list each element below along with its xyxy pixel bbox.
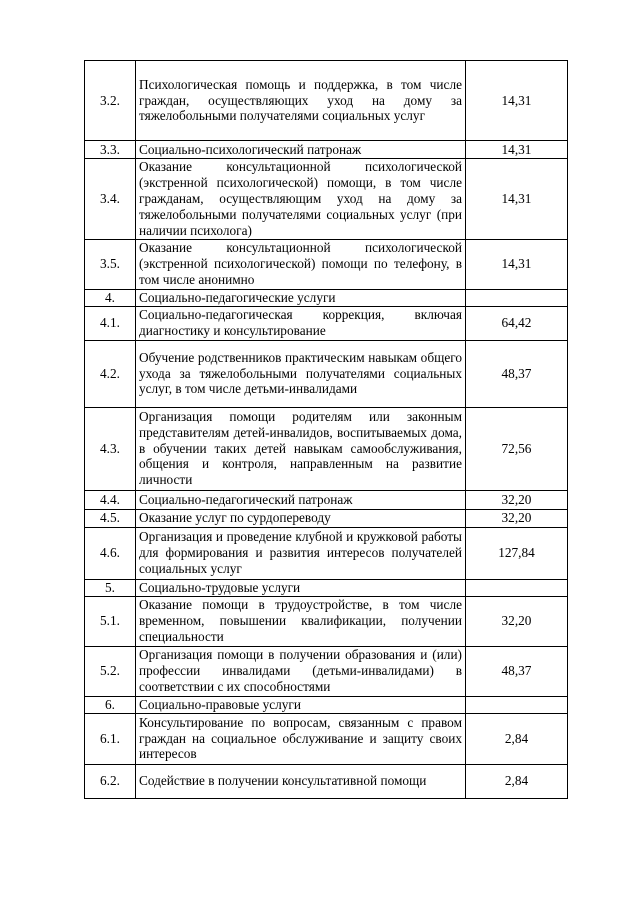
- row-number-cell: 4.5.: [85, 509, 136, 527]
- services-table-body: [85, 61, 568, 799]
- service-name-cell: Консультирование по вопросам, связанным с правом граждан на социальное обслуживание и защиту своих интересов: [136, 713, 466, 764]
- service-name-cell: Психологическая помощь и поддержка, в том числе граждан, осуществляющих уход на дому за тяжелобольными получателями социальных услуг: [136, 61, 466, 141]
- row-number-cell: 4.: [85, 289, 136, 306]
- service-name-cell: Оказание помощи в трудоустройстве, в том числе временном, повышении квалификации, получении специальности: [136, 596, 466, 646]
- service-price-cell: 32,20: [466, 490, 568, 509]
- service-name-cell: Организация помощи родителям или законным представителям детей-инвалидов, воспитываемых дома, в обучении таких детей навыкам самообслуживания, общения и контроля, направленным на развитие личности: [136, 407, 466, 490]
- table-row: [85, 239, 568, 289]
- table-row: [85, 407, 568, 490]
- row-number-cell: 6.2.: [85, 764, 136, 798]
- service-price-cell: 127,84: [466, 527, 568, 579]
- row-number-cell: 6.1.: [85, 713, 136, 764]
- service-name-cell: Социально-правовые услуги: [136, 696, 466, 713]
- row-number-cell: 4.3.: [85, 407, 136, 490]
- service-name-cell: Социально-педагогические услуги: [136, 289, 466, 306]
- service-name-cell: Социально-психологический патронаж: [136, 141, 466, 159]
- service-price-cell: 48,37: [466, 340, 568, 407]
- table-row: [85, 509, 568, 527]
- row-number-cell: 4.6.: [85, 527, 136, 579]
- service-name-cell: Организация помощи в получении образования и (или) профессии инвалидами (детьми-инвалидами) в соответствии с их способностями: [136, 646, 466, 696]
- table-row: [85, 61, 568, 141]
- row-number-cell: 6.: [85, 696, 136, 713]
- service-price-cell: [466, 289, 568, 306]
- table-row: [85, 764, 568, 798]
- service-name-cell: Оказание консультационной психологической (экстренной психологической) помощи, в том числе гражданам, осуществляющим уход на дому за тяжелобольными получателями социальных услуг (при наличии психолога): [136, 159, 466, 240]
- row-number-cell: 4.1.: [85, 306, 136, 340]
- table-row: [85, 713, 568, 764]
- service-price-cell: 14,31: [466, 239, 568, 289]
- service-name-cell: Социально-педагогический патронаж: [136, 490, 466, 509]
- service-price-cell: [466, 696, 568, 713]
- services-table: [84, 60, 568, 799]
- row-number-cell: 3.3.: [85, 141, 136, 159]
- row-number-cell: 3.5.: [85, 239, 136, 289]
- row-number-cell: 5.2.: [85, 646, 136, 696]
- service-price-cell: 72,56: [466, 407, 568, 490]
- service-price-cell: 2,84: [466, 713, 568, 764]
- section-row: [85, 289, 568, 306]
- row-number-cell: 3.2.: [85, 61, 136, 141]
- table-row: [85, 340, 568, 407]
- table-row: [85, 141, 568, 159]
- service-name-cell: Организация и проведение клубной и кружковой работы для формирования и развития интересов получателей социальных услуг: [136, 527, 466, 579]
- section-row: [85, 696, 568, 713]
- service-name-cell: Социально-трудовые услуги: [136, 579, 466, 596]
- row-number-cell: 5.: [85, 579, 136, 596]
- service-price-cell: [466, 579, 568, 596]
- service-price-cell: 48,37: [466, 646, 568, 696]
- table-row: [85, 646, 568, 696]
- table-row: [85, 306, 568, 340]
- row-number-cell: 5.1.: [85, 596, 136, 646]
- table-row: [85, 490, 568, 509]
- table-row: [85, 159, 568, 240]
- service-name-cell: Обучение родственников практическим навыкам общего ухода за тяжелобольными получателями социальных услуг, в том числе детьми-инвалидами: [136, 340, 466, 407]
- service-price-cell: 2,84: [466, 764, 568, 798]
- table-row: [85, 527, 568, 579]
- service-price-cell: 14,31: [466, 61, 568, 141]
- service-name-cell: Социально-педагогическая коррекция, включая диагностику и консультирование: [136, 306, 466, 340]
- section-row: [85, 579, 568, 596]
- service-name-cell: Оказание услуг по сурдопереводу: [136, 509, 466, 527]
- service-price-cell: 14,31: [466, 159, 568, 240]
- service-name-cell: Оказание консультационной психологической (экстренной психологической) помощи по телефону, в том числе анонимно: [136, 239, 466, 289]
- service-price-cell: 14,31: [466, 141, 568, 159]
- service-price-cell: 32,20: [466, 596, 568, 646]
- service-price-cell: 32,20: [466, 509, 568, 527]
- row-number-cell: 4.4.: [85, 490, 136, 509]
- table-row: [85, 596, 568, 646]
- service-name-cell: Содействие в получении консультативной помощи: [136, 764, 466, 798]
- row-number-cell: 4.2.: [85, 340, 136, 407]
- row-number-cell: 3.4.: [85, 159, 136, 240]
- service-price-cell: 64,42: [466, 306, 568, 340]
